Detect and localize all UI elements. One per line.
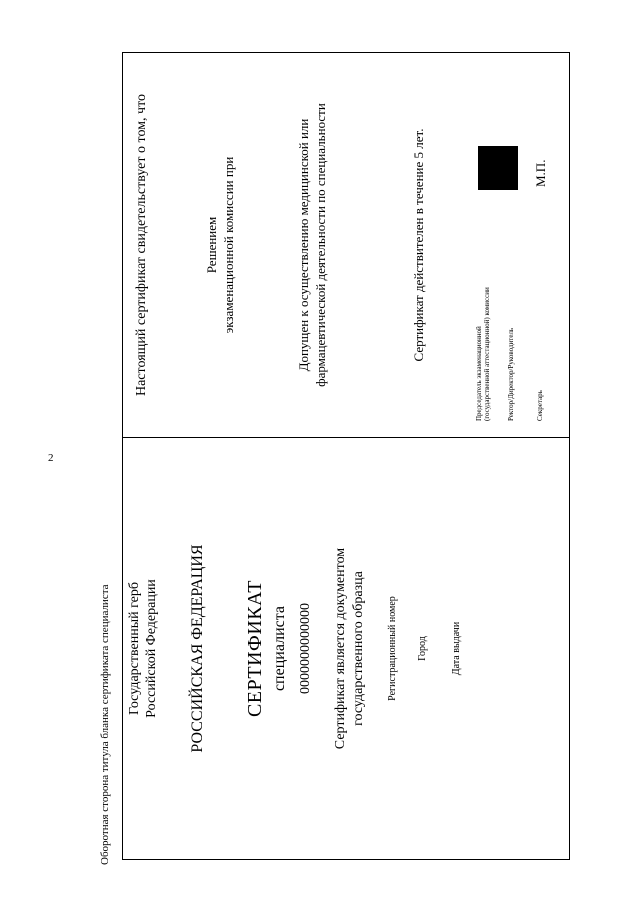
seal-label: М.П. xyxy=(533,159,548,187)
decision-line1: Решением xyxy=(204,216,219,274)
form-heading: Оборотная сторона титула бланка сертификата специалиста xyxy=(99,584,111,865)
validity-line: Сертификат действителен в течение 5 лет. xyxy=(411,128,426,362)
chairman-line1: Председатель экзаменационной xyxy=(475,326,483,421)
secretary-line: Секретарь xyxy=(536,390,544,421)
decision-line2: экзаменационной комиссии при xyxy=(221,156,236,334)
coat-of-arms-line1: Государственный герб xyxy=(127,581,142,716)
certifies-line: Настоящий сертификат свидетельствует о том, что xyxy=(134,93,149,397)
redacted-signature-box xyxy=(478,146,518,190)
certificate-subtitle: специалиста xyxy=(271,605,288,692)
certificate-left-panel xyxy=(123,438,569,859)
city-label: Город xyxy=(417,636,428,661)
state-doc-line2: государственного образца xyxy=(351,571,366,726)
admitted-line1: Допущен к осуществлению медицинской или xyxy=(296,118,311,372)
certificate-frame xyxy=(122,52,570,860)
chairman-line2: (государственной аттестационной) комиссии xyxy=(483,287,491,421)
issue-date-label: Дата выдачи xyxy=(451,621,462,676)
certificate-title: СЕРТИФИКАТ xyxy=(244,579,266,718)
admitted-line2: фармацевтической деятельности по специальности xyxy=(313,103,328,387)
certificate-right-panel xyxy=(123,53,569,437)
serial-number: 0000000000000 xyxy=(298,603,313,694)
coat-of-arms-line2: Российской Федерации xyxy=(144,579,159,718)
page-number: 2 xyxy=(48,452,54,464)
state-doc-line1: Сертификат является документом xyxy=(333,547,348,750)
rector-line: Ректор/Директор/Руководитель xyxy=(507,327,515,421)
country-title: РОССИЙСКАЯ ФЕДЕРАЦИЯ xyxy=(189,544,206,753)
registration-number-label: Регистрационный номер xyxy=(387,596,398,701)
